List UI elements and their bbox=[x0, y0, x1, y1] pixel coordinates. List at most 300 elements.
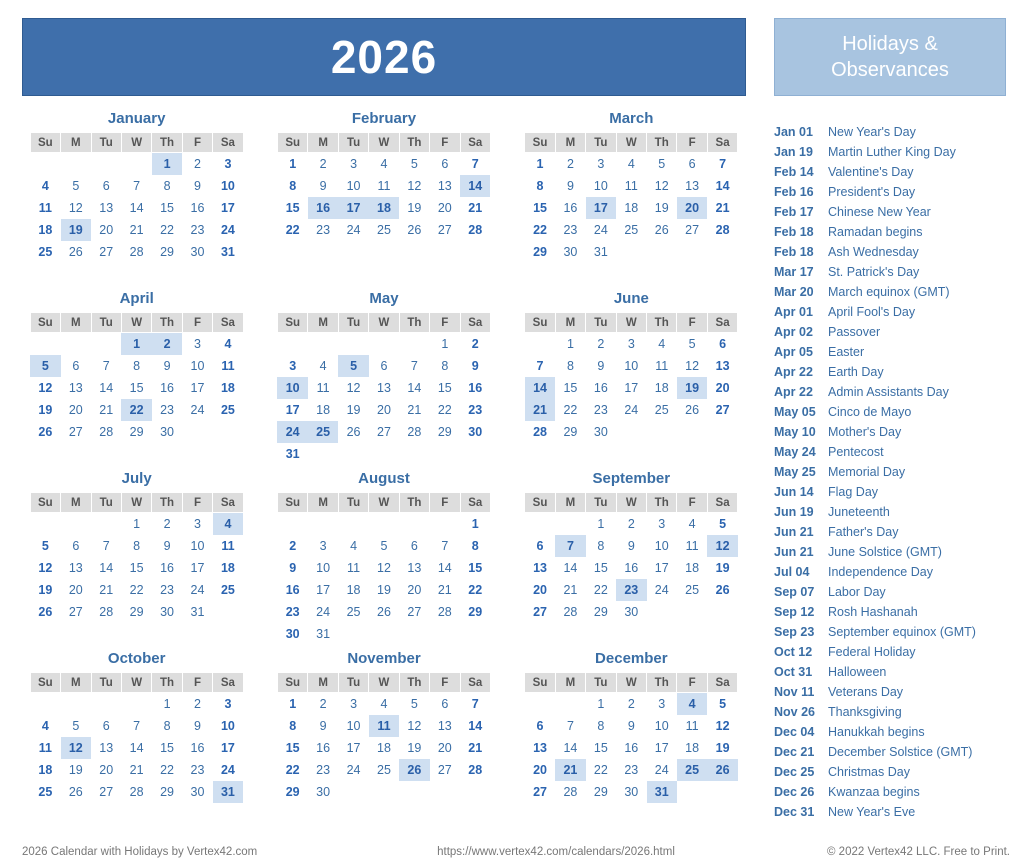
day-cell: 23 bbox=[624, 762, 639, 777]
week-row bbox=[30, 715, 243, 737]
weekday-header: Th bbox=[399, 313, 429, 333]
day-cell: 14 bbox=[468, 718, 483, 733]
day-cell-empty bbox=[647, 421, 677, 443]
day-cell-empty bbox=[525, 333, 555, 355]
day-cell-empty bbox=[707, 241, 737, 263]
holiday-date: Jan 19 bbox=[774, 145, 813, 159]
holiday-name: Valentine's Day bbox=[828, 165, 914, 179]
day-cell: 12 bbox=[38, 380, 53, 395]
day-cell: 28 bbox=[129, 784, 144, 799]
day-cell: 4 bbox=[380, 156, 388, 171]
day-cell-empty bbox=[182, 421, 212, 443]
week-row bbox=[30, 579, 243, 601]
weekday-header: F bbox=[677, 133, 707, 153]
day-cell: 31 bbox=[285, 446, 300, 461]
holiday-name: September equinox (GMT) bbox=[828, 625, 976, 639]
holiday-date: May 10 bbox=[774, 425, 816, 439]
months-grid bbox=[22, 110, 746, 830]
day-cell: 25 bbox=[624, 222, 639, 237]
day-cell: 19 bbox=[677, 377, 707, 399]
weekday-header: F bbox=[430, 313, 460, 333]
day-cell-empty bbox=[277, 333, 307, 355]
weekday-header: Su bbox=[30, 673, 60, 693]
day-cell: 15 bbox=[468, 560, 483, 575]
month-table bbox=[524, 132, 738, 263]
day-cell: 30 bbox=[468, 424, 483, 439]
day-cell: 17 bbox=[220, 740, 235, 755]
day-cell: 21 bbox=[129, 762, 144, 777]
holiday-item bbox=[774, 562, 1006, 582]
day-cell: 19 bbox=[407, 740, 422, 755]
day-cell: 24 bbox=[277, 421, 307, 443]
day-cell: 22 bbox=[437, 402, 452, 417]
holiday-name: New Year's Eve bbox=[828, 805, 916, 819]
month-title: October bbox=[107, 650, 166, 667]
month-table bbox=[524, 312, 738, 443]
day-cell: 19 bbox=[38, 402, 53, 417]
day-cell-empty bbox=[430, 781, 460, 803]
day-cell-empty bbox=[338, 443, 368, 465]
holiday-item bbox=[774, 522, 1006, 542]
week-row bbox=[525, 715, 738, 737]
day-cell: 4 bbox=[41, 178, 49, 193]
day-cell: 13 bbox=[99, 740, 114, 755]
weekday-header: Tu bbox=[338, 673, 368, 693]
holiday-name: Veterans Day bbox=[828, 685, 904, 699]
week-row bbox=[30, 153, 243, 175]
weekday-header: F bbox=[430, 493, 460, 513]
month-august bbox=[269, 470, 498, 650]
weekday-header: Sa bbox=[707, 673, 737, 693]
day-cell: 15 bbox=[593, 740, 608, 755]
day-cell: 1 bbox=[133, 516, 141, 531]
weekday-header: Tu bbox=[338, 133, 368, 153]
day-cell: 2 bbox=[471, 336, 479, 351]
day-cell-empty bbox=[399, 623, 429, 645]
week-row bbox=[525, 219, 738, 241]
footer-copyright: © 2022 Vertex42 LLC. Free to Print. bbox=[827, 846, 1010, 858]
weekday-header: Su bbox=[277, 493, 307, 513]
day-cell-empty bbox=[707, 601, 737, 623]
day-cell: 20 bbox=[715, 380, 730, 395]
weekday-header: W bbox=[369, 313, 399, 333]
day-cell: 31 bbox=[190, 604, 205, 619]
holiday-date: Jun 14 bbox=[774, 485, 814, 499]
day-cell: 9 bbox=[627, 718, 635, 733]
day-cell: 14 bbox=[563, 740, 578, 755]
day-cell: 17 bbox=[220, 200, 235, 215]
holiday-date: Mar 17 bbox=[774, 265, 814, 279]
day-cell: 17 bbox=[624, 380, 639, 395]
footer-left-text: 2026 Calendar with Holidays by Vertex42.com bbox=[22, 846, 258, 858]
day-cell: 19 bbox=[346, 402, 361, 417]
holiday-name: Easter bbox=[828, 345, 865, 359]
holiday-date: Apr 22 bbox=[774, 365, 813, 379]
day-cell: 20 bbox=[533, 762, 547, 777]
day-cell: 12 bbox=[707, 535, 737, 557]
day-cell: 12 bbox=[38, 560, 53, 575]
day-cell: 5 bbox=[380, 538, 388, 553]
day-cell: 20 bbox=[407, 582, 422, 597]
holiday-name: Chinese New Year bbox=[828, 205, 931, 219]
day-cell: 24 bbox=[346, 762, 361, 777]
day-cell: 29 bbox=[563, 424, 578, 439]
day-cell: 24 bbox=[346, 222, 361, 237]
day-cell: 1 bbox=[441, 336, 449, 351]
day-cell: 3 bbox=[658, 516, 666, 531]
day-cell: 19 bbox=[715, 740, 730, 755]
holiday-item bbox=[774, 262, 1006, 282]
day-cell: 30 bbox=[624, 604, 639, 619]
day-cell: 13 bbox=[68, 560, 83, 575]
holiday-name: Ash Wednesday bbox=[828, 245, 919, 259]
day-cell-empty bbox=[91, 693, 121, 715]
day-cell: 22 bbox=[563, 402, 578, 417]
day-cell: 4 bbox=[380, 696, 388, 711]
weekday-header: Th bbox=[647, 133, 677, 153]
weekday-header: Tu bbox=[586, 133, 616, 153]
day-cell: 27 bbox=[68, 604, 83, 619]
day-cell: 29 bbox=[129, 604, 144, 619]
holiday-date: Oct 12 bbox=[774, 645, 813, 659]
month-table bbox=[524, 672, 738, 803]
day-cell-empty bbox=[308, 333, 338, 355]
week-row bbox=[525, 759, 738, 781]
day-cell: 16 bbox=[624, 560, 639, 575]
day-cell: 10 bbox=[220, 718, 235, 733]
weekday-header: Tu bbox=[91, 313, 121, 333]
day-cell: 5 bbox=[719, 516, 727, 531]
day-cell: 20 bbox=[533, 582, 547, 597]
day-cell: 12 bbox=[68, 200, 83, 215]
day-cell: 5 bbox=[72, 718, 80, 733]
holiday-date: Dec 26 bbox=[774, 785, 815, 799]
day-cell: 29 bbox=[160, 784, 174, 799]
holiday-date: Apr 01 bbox=[774, 305, 813, 319]
day-cell: 17 bbox=[285, 402, 300, 417]
day-cell: 26 bbox=[707, 759, 737, 781]
month-february bbox=[269, 110, 498, 290]
day-cell: 9 bbox=[319, 178, 327, 193]
day-cell: 4 bbox=[350, 538, 358, 553]
day-cell: 30 bbox=[285, 626, 300, 641]
weekday-header: Su bbox=[525, 133, 555, 153]
day-cell: 17 bbox=[316, 582, 331, 597]
weekday-header: Sa bbox=[213, 313, 243, 333]
day-cell: 18 bbox=[220, 560, 235, 575]
month-march bbox=[517, 110, 746, 290]
day-cell: 22 bbox=[129, 582, 144, 597]
day-cell: 24 bbox=[190, 402, 205, 417]
day-cell: 15 bbox=[533, 200, 547, 215]
weekday-header: Su bbox=[277, 133, 307, 153]
week-row bbox=[277, 399, 490, 421]
week-row bbox=[277, 693, 490, 715]
day-cell: 14 bbox=[99, 560, 114, 575]
day-cell: 28 bbox=[99, 424, 114, 439]
day-cell: 25 bbox=[38, 244, 53, 259]
day-cell: 24 bbox=[220, 222, 235, 237]
holiday-item bbox=[774, 442, 1006, 462]
day-cell-empty bbox=[121, 693, 151, 715]
holiday-item bbox=[774, 362, 1006, 382]
weekday-header: Su bbox=[525, 673, 555, 693]
day-cell: 6 bbox=[536, 718, 544, 733]
footer bbox=[22, 846, 1010, 858]
day-cell: 7 bbox=[555, 535, 585, 557]
day-cell: 18 bbox=[624, 200, 639, 215]
day-cell-empty bbox=[677, 781, 707, 803]
day-cell: 4 bbox=[41, 718, 49, 733]
holiday-date: Jun 19 bbox=[774, 505, 814, 519]
week-row bbox=[30, 219, 243, 241]
month-title: January bbox=[107, 110, 166, 127]
day-cell: 5 bbox=[658, 156, 666, 171]
day-cell: 29 bbox=[160, 244, 174, 259]
day-cell: 1 bbox=[152, 153, 182, 175]
day-cell: 30 bbox=[316, 784, 331, 799]
day-cell: 16 bbox=[308, 197, 338, 219]
holidays-column bbox=[774, 110, 1006, 830]
day-cell: 8 bbox=[163, 178, 171, 193]
day-cell-empty bbox=[555, 513, 585, 535]
weekday-header: W bbox=[121, 133, 151, 153]
holiday-date: Apr 22 bbox=[774, 385, 813, 399]
day-cell: 23 bbox=[285, 604, 300, 619]
day-cell: 21 bbox=[407, 402, 422, 417]
day-cell: 17 bbox=[190, 560, 205, 575]
day-cell-empty bbox=[369, 333, 399, 355]
week-row bbox=[30, 175, 243, 197]
week-row bbox=[30, 535, 243, 557]
day-cell: 6 bbox=[719, 336, 727, 351]
day-cell: 30 bbox=[624, 784, 639, 799]
day-cell: 23 bbox=[468, 402, 483, 417]
day-cell: 31 bbox=[220, 244, 235, 259]
day-cell: 31 bbox=[593, 244, 608, 259]
day-cell: 9 bbox=[194, 718, 201, 733]
day-cell: 19 bbox=[61, 219, 91, 241]
day-cell: 6 bbox=[441, 696, 449, 711]
day-cell: 9 bbox=[597, 358, 605, 373]
holiday-item bbox=[774, 202, 1006, 222]
day-cell-empty bbox=[369, 443, 399, 465]
day-cell-empty bbox=[399, 513, 429, 535]
day-cell: 22 bbox=[121, 399, 151, 421]
day-cell: 10 bbox=[654, 718, 669, 733]
day-cell: 10 bbox=[624, 358, 639, 373]
day-cell: 13 bbox=[437, 178, 452, 193]
day-cell-empty bbox=[308, 443, 338, 465]
day-cell: 17 bbox=[346, 740, 361, 755]
day-cell: 26 bbox=[68, 244, 83, 259]
day-cell: 29 bbox=[593, 604, 608, 619]
day-cell: 23 bbox=[316, 762, 331, 777]
day-cell-empty bbox=[61, 153, 91, 175]
weekday-header: M bbox=[308, 493, 338, 513]
day-cell: 15 bbox=[129, 560, 144, 575]
day-cell: 16 bbox=[190, 740, 205, 755]
day-cell: 8 bbox=[566, 358, 574, 373]
day-cell: 8 bbox=[133, 538, 141, 553]
day-cell-empty bbox=[369, 513, 399, 535]
day-cell: 15 bbox=[593, 560, 608, 575]
weekday-header: Th bbox=[152, 133, 182, 153]
day-cell: 27 bbox=[377, 424, 391, 439]
day-cell: 4 bbox=[213, 513, 243, 535]
day-cell: 16 bbox=[160, 560, 174, 575]
day-cell: 29 bbox=[468, 604, 483, 619]
day-cell: 27 bbox=[533, 604, 547, 619]
day-cell: 16 bbox=[285, 582, 300, 597]
holiday-name: April Fool's Day bbox=[828, 305, 916, 319]
day-cell: 2 bbox=[319, 156, 327, 171]
day-cell: 29 bbox=[437, 424, 452, 439]
day-cell: 30 bbox=[190, 244, 205, 259]
weekday-header: M bbox=[308, 313, 338, 333]
day-cell: 9 bbox=[289, 560, 297, 575]
day-cell: 14 bbox=[715, 178, 730, 193]
day-cell-empty bbox=[369, 781, 399, 803]
weekday-header: F bbox=[677, 673, 707, 693]
month-april bbox=[22, 290, 251, 470]
day-cell: 15 bbox=[285, 740, 300, 755]
day-cell: 1 bbox=[289, 696, 297, 711]
day-cell: 26 bbox=[654, 222, 669, 237]
holiday-item bbox=[774, 482, 1006, 502]
day-cell: 19 bbox=[377, 582, 391, 597]
day-cell: 7 bbox=[719, 156, 727, 171]
weekday-header: Tu bbox=[586, 673, 616, 693]
day-cell: 22 bbox=[160, 762, 174, 777]
footer-url[interactable]: https://www.vertex42.com/calendars/2026.html bbox=[437, 846, 675, 858]
day-cell: 19 bbox=[407, 200, 422, 215]
day-cell: 29 bbox=[533, 244, 547, 259]
weekday-header: Tu bbox=[338, 313, 368, 333]
day-cell: 12 bbox=[407, 178, 422, 193]
day-cell: 4 bbox=[319, 358, 327, 373]
day-cell: 13 bbox=[533, 560, 547, 575]
day-cell: 10 bbox=[277, 377, 307, 399]
day-cell: 16 bbox=[624, 740, 639, 755]
month-december bbox=[517, 650, 746, 830]
holiday-item bbox=[774, 462, 1006, 482]
day-cell: 12 bbox=[346, 380, 361, 395]
weekday-header: Su bbox=[525, 493, 555, 513]
month-may bbox=[269, 290, 498, 470]
day-cell: 27 bbox=[407, 604, 422, 619]
day-cell: 6 bbox=[688, 156, 696, 171]
weekday-header: Th bbox=[152, 673, 182, 693]
holiday-date: Dec 04 bbox=[774, 725, 815, 739]
week-row bbox=[277, 219, 490, 241]
week-row bbox=[30, 197, 243, 219]
month-october bbox=[22, 650, 251, 830]
day-cell: 25 bbox=[654, 402, 669, 417]
day-cell: 28 bbox=[563, 784, 578, 799]
week-row bbox=[277, 715, 490, 737]
day-cell: 4 bbox=[677, 693, 707, 715]
day-cell: 11 bbox=[685, 718, 699, 733]
day-cell: 2 bbox=[152, 333, 182, 355]
day-cell: 29 bbox=[593, 784, 608, 799]
day-cell: 5 bbox=[72, 178, 80, 193]
holiday-date: Jun 21 bbox=[774, 525, 814, 539]
holiday-item bbox=[774, 662, 1006, 682]
day-cell: 9 bbox=[627, 538, 635, 553]
day-cell: 23 bbox=[616, 579, 646, 601]
holiday-name: Memorial Day bbox=[828, 465, 906, 479]
week-row bbox=[525, 601, 738, 623]
weekday-header-row bbox=[30, 673, 243, 693]
day-cell: 24 bbox=[624, 402, 639, 417]
day-cell-empty bbox=[338, 781, 368, 803]
day-cell: 15 bbox=[160, 740, 174, 755]
week-row bbox=[30, 781, 243, 803]
week-row bbox=[525, 197, 738, 219]
holiday-name: Christmas Day bbox=[828, 765, 910, 779]
holiday-item bbox=[774, 622, 1006, 642]
day-cell: 7 bbox=[133, 178, 141, 193]
holiday-item bbox=[774, 422, 1006, 442]
month-title: December bbox=[595, 650, 668, 667]
holiday-name: Earth Day bbox=[828, 365, 884, 379]
day-cell: 2 bbox=[194, 696, 201, 711]
day-cell: 9 bbox=[163, 358, 171, 373]
holiday-item bbox=[774, 542, 1006, 562]
day-cell: 10 bbox=[346, 178, 361, 193]
day-cell-empty bbox=[616, 421, 646, 443]
weekday-header: M bbox=[61, 673, 91, 693]
holiday-item bbox=[774, 602, 1006, 622]
week-row bbox=[277, 355, 490, 377]
day-cell: 7 bbox=[133, 718, 141, 733]
day-cell: 5 bbox=[410, 696, 418, 711]
day-cell: 27 bbox=[533, 784, 547, 799]
holiday-item bbox=[774, 162, 1006, 182]
day-cell: 24 bbox=[190, 582, 205, 597]
holiday-item bbox=[774, 702, 1006, 722]
day-cell: 26 bbox=[38, 424, 53, 439]
week-row bbox=[525, 693, 738, 715]
day-cell: 20 bbox=[437, 740, 452, 755]
day-cell: 19 bbox=[715, 560, 730, 575]
year-banner bbox=[22, 18, 746, 96]
day-cell: 21 bbox=[99, 582, 114, 597]
day-cell: 23 bbox=[160, 402, 174, 417]
week-row bbox=[525, 737, 738, 759]
weekday-header: F bbox=[677, 313, 707, 333]
weekday-header: Th bbox=[647, 493, 677, 513]
weekday-header: W bbox=[121, 313, 151, 333]
day-cell: 25 bbox=[220, 402, 235, 417]
holiday-name: Father's Day bbox=[828, 525, 899, 539]
day-cell: 24 bbox=[654, 762, 669, 777]
week-row bbox=[30, 601, 243, 623]
day-cell: 31 bbox=[647, 781, 677, 803]
day-cell-empty bbox=[91, 153, 121, 175]
holiday-date: Feb 16 bbox=[774, 185, 814, 199]
week-row bbox=[525, 579, 738, 601]
week-row bbox=[277, 153, 490, 175]
day-cell: 9 bbox=[163, 538, 171, 553]
day-cell: 8 bbox=[597, 718, 605, 733]
day-cell: 15 bbox=[437, 380, 452, 395]
month-june bbox=[517, 290, 746, 470]
month-title: May bbox=[369, 290, 399, 307]
holiday-name: Pentecost bbox=[828, 445, 884, 459]
day-cell: 17 bbox=[586, 197, 616, 219]
